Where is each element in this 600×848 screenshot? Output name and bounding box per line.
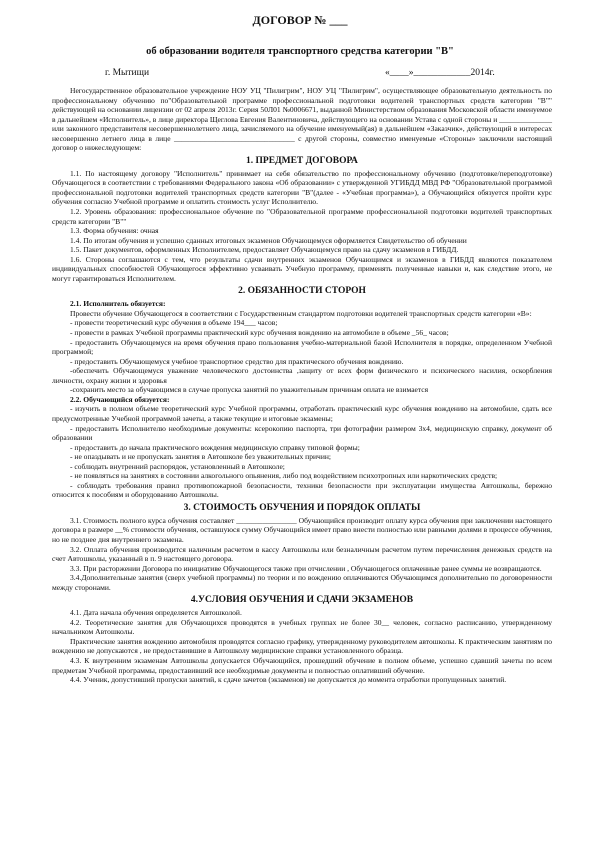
list-item: -сохранить место за обучающимся в случае пропуска занятий по уважительным причинам оплата не взимается bbox=[70, 385, 429, 395]
paragraph: 3.3. При расторжении Договора по инициативе Обучающегося также при отчислении , Обучающегося оплаченные ранее суммы не возвращаются. bbox=[70, 563, 542, 573]
list-item: - изучить в полном объеме теоретический курс Учебной программы, отработать практический курс обучения вождению на автомобиле, сдать все предусмотренные Учебной программой зачеты, а также текущие и итоговые экзамены; bbox=[52, 404, 552, 423]
subsection-heading: 2.2. Обучающийся обязуется: bbox=[70, 394, 170, 404]
paragraph: 1.3. Форма обучения: очная bbox=[70, 226, 159, 236]
section-heading: 4.УСЛОВИЯ ОБУЧЕНИЯ И СДАЧИ ЭКЗАМЕНОВ bbox=[190, 595, 414, 606]
section-heading: 1. ПРЕДМЕТ ДОГОВОРА bbox=[246, 155, 358, 166]
paragraph: 1.2. Уровень образования: профессиональное обучение по "Образовательной программе профессиональной подготовки водителей транспортных средств категории "В"" bbox=[52, 207, 552, 226]
paragraph: 3.4.Дополнительные занятия (сверх учебной программы) по теории и по вождению оплачиваются Обучающимся дополнительно по договоренности между сторонами. bbox=[52, 573, 552, 592]
paragraph: 4.1. Дата начала обучения определяется Автошколой. bbox=[70, 608, 242, 618]
paragraph: 3.2. Оплата обучения производится наличным расчетом в кассу Автошколы или безналичным расчетом путем перечисления денежных средств на счет Автошколы, указанный в п. 9 настоящего договора. bbox=[52, 544, 552, 564]
list-item: - соблюдать требования правил противопожарной безопасности, техники безопасности при эксплуатации имущества Автошколы, бережно относится к пособиям и оборудованию Автошколы. bbox=[52, 480, 552, 500]
list-item: - не появляться на занятиях в состоянии алкогольного опьянения, либо под воздействием психотропных или наркотических средств; bbox=[70, 471, 498, 481]
list-item: - предоставить Обучающемуся на время обучения право пользования учебно-материальной базой Исполнителя в порядке, определенном Учебной программой; bbox=[52, 337, 552, 357]
contract-place: г. Мытищи bbox=[105, 68, 150, 78]
section-heading: 2. ОБЯЗАННОСТИ СТОРОН bbox=[238, 286, 366, 297]
paragraph: 4.3. К внутренним экзаменам Автошколы допускается Обучающийся, прошедший обучение в полном объеме, успешно сдавший зачеты по всем предметам Учебной программы, предоставивший все необходимые документы и полностью оплативший обучение. bbox=[52, 655, 552, 675]
section-heading: 3. СТОИМОСТЬ ОБУЧЕНИЯ И ПОРЯДОК ОПЛАТЫ bbox=[183, 502, 421, 513]
paragraph: 1.6. Стороны соглашаются с тем, что результаты сдачи внутренних экзаменов Обучающимся и экзаменов в ГИБДД являются показателем индивидуальных способностей Обучающегося эффективно усваивать Учебную программу, применять полученные навыки и, как следствие этого, не могут гарантироваться Исполнителем. bbox=[52, 254, 552, 283]
list-item: - провести теоретический курс обучения в объеме 194___ часов; bbox=[70, 318, 278, 328]
list-item: - не опаздывать и не пропускать занятия в Автошколе без уважительных причин; bbox=[70, 452, 332, 462]
subsection-heading: 2.1. Исполнитель обязуется: bbox=[70, 299, 166, 309]
paragraph: 4.4. Ученик, допустивший пропуски занятий, к сдаче зачетов (экзаменов) не допускается до момента отработки пропущенных занятий. bbox=[70, 675, 507, 685]
list-item: - предоставить Обучающемуся учебное транспортное средство для практического обучения вождению. bbox=[70, 356, 404, 366]
paragraph: 1.1. По настоящему договору "Исполнитель" принимает на себя обязательство по профессиональному обучению (подготовке/переподготовке) Обучающегося в соответствии с требованиями Федерального закона «Об образовании» с утвержденной УГИБДД МВД РФ "Образовательной программой профессиональной подготовки водителей транспортных средств категории "В"(далее - «Учебная программа»), а Обучающийся обязуется пройти курс обучения согласно Учебной программе и оплатить стоимость услуг Исполнителю. bbox=[52, 168, 552, 207]
list-item: - предоставить до начала практического вождения медицинскую справку типовой формы; bbox=[70, 442, 360, 452]
document-title: ДОГОВОР № ___ bbox=[252, 13, 348, 27]
list-item: - предоставить Исполнителю необходимые документы: ксерокопию паспорта, три фотографии размером 3х4, медицинскую справку, документ об образовании bbox=[52, 423, 552, 443]
paragraph: 3.1. Стоимость полного курса обучения составляет ________________ Обучающийся производит оплату курса обучения при заключении настоящего договора в размере __% стоимости обучения, оставшуюся сумму Обучающийся имеет право внести полностью или равными долями в процессе обучения, но не позднее дня внутреннего экзамена. bbox=[52, 515, 552, 544]
document-subtitle: об образовании водителя транспортного средства категории "В" bbox=[146, 46, 454, 57]
paragraph: Провести обучение Обучающегося в соответствии с Государственным стандартом подготовки водителей транспортных средств категории «В»: bbox=[70, 308, 532, 318]
preamble-paragraph: Негосударственное образовательное учреждение НОУ УЦ "Пилигрим", НОУ УЦ "Пилигрим", осуществляющее образовательную деятельность по профессиональному обучению по"Образовательной программе профессиональной подготовки водителей транспортных средств категории "В"" действующей на основании лицензии от 02 апреля 2013г. Серия 50Л01 №0006671, выданной Министерством образования Московской области именуемое в дальнейшем «Исполнитель», в лице директора Щеглова Евгения Валентиновича, действующего на основании Устава с одной стороны и ______________ или законного представителя несовершеннолетнего лица, зачисляемого на обучение именуемый(ая) в дальнейшем «Заказчик», действующий в интересах несовершенно летнего лица в лице ________________________________ с другой стороны, совместно именуемые «Стороны» заключили настоящий договор о нижеследующем: bbox=[52, 86, 552, 153]
contract-date: «____»____________2014г. bbox=[385, 68, 495, 78]
list-item: - соблюдать внутренний распорядок, установленный в Автошколе; bbox=[70, 461, 285, 471]
paragraph: Практические занятия вождению автомобиля проводятся согласно графику, утвержденному руководителем автошколы. К практическим занятиям по вождению не допускаются , не предоставившие в Автошколу медицинские справки установленного образца. bbox=[52, 636, 552, 656]
paragraph: 4.2. Теоретические занятия для Обучающихся проводятся в учебных группах не более 30__ человек, согласно расписанию, утвержденному начальником Автошколы. bbox=[52, 617, 552, 637]
list-item: -обеспечить Обучающемуся уважение человеческого достоинства ,защиту от всех форм физического и психического насилия, оскорбления личности, охрану жизни и здоровья bbox=[52, 366, 552, 385]
paragraph: 1.5. Пакет документов, оформленных Исполнителем, предоставляет Обучающемуся право на сдачу экзаменов в ГИБДД. bbox=[70, 245, 459, 255]
list-item: - провести в рамках Учебной программы практический курс обучения вождению на автомобиле в объеме _56_ часов; bbox=[70, 328, 449, 338]
paragraph: 1.4. По итогам обучения и успешно сданных итоговых экзаменов Обучающемуся оформляется Свидетельство об обучении bbox=[70, 235, 467, 245]
contract-body bbox=[52, 86, 552, 685]
